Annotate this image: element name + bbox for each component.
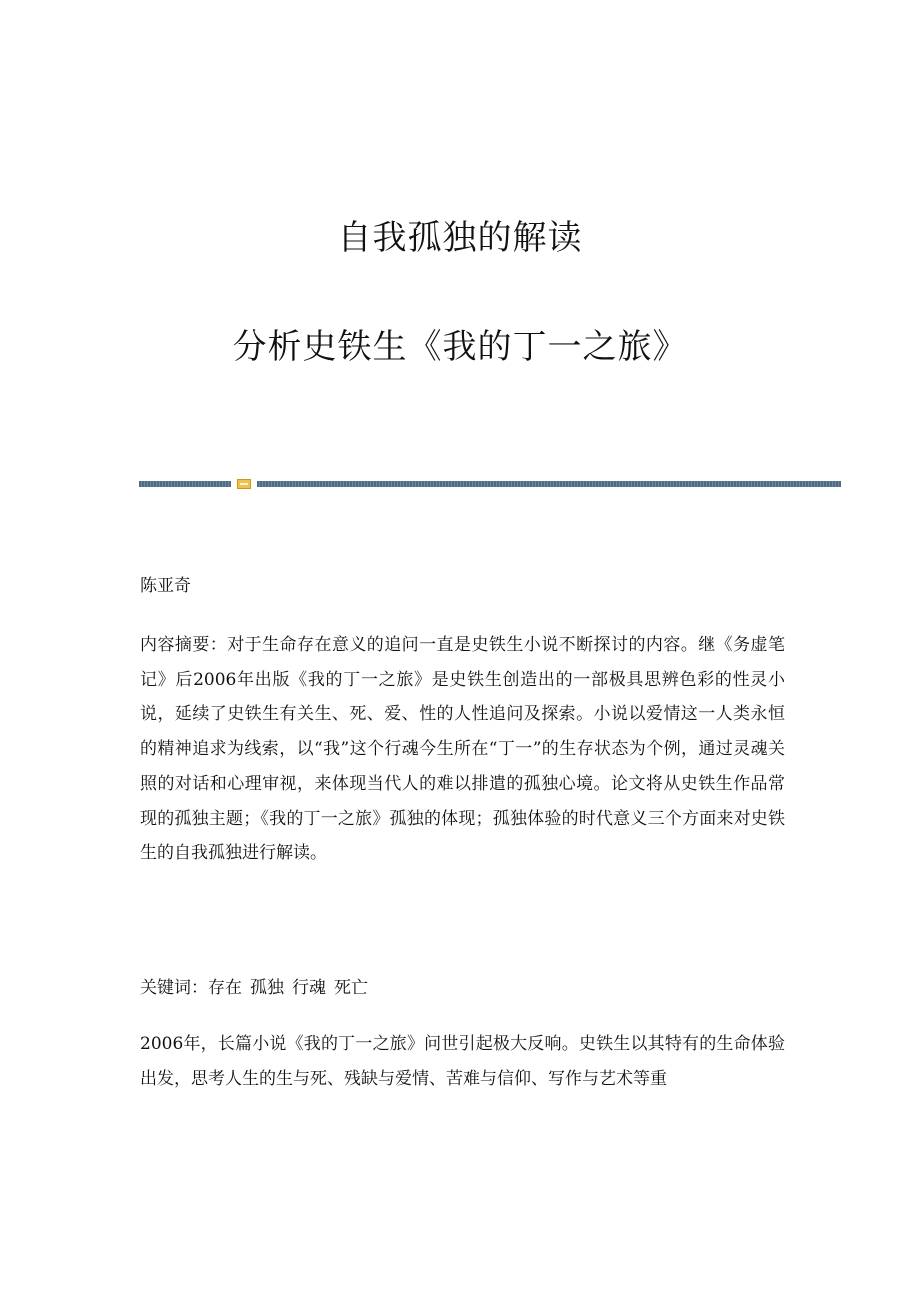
keyword-item: 存在: [208, 978, 242, 998]
keyword-item: 死亡: [334, 978, 368, 998]
divider-ornament-icon: [237, 479, 251, 489]
intro-paragraph: 2006年，长篇小说《我的丁一之旅》问世引起极大反响。史铁生以其特有的生命体验出发，思考人生的生与死、残缺与爱情、苦难与信仰、写作与艺术等重: [140, 1034, 785, 1089]
page-subtitle: 分析史铁生《我的丁一之旅》: [232, 327, 688, 367]
divider-bar-left: [139, 481, 231, 487]
divider-bar-right: [257, 481, 841, 487]
page-title: 自我孤独的解读: [337, 218, 583, 258]
keywords-label: 关键词：: [140, 978, 208, 998]
keyword-item: 行魂: [292, 978, 326, 998]
keywords-line: [140, 971, 785, 1006]
keyword-item: 孤独: [250, 978, 284, 998]
author-name: 陈亚奇: [140, 576, 191, 596]
abstract-paragraph: 内容摘要：对于生命存在意义的追问一直是史铁生小说不断探讨的内容。继《务虚笔记》后2006年出版《我的丁一之旅》是史铁生创造出的一部极具思辨色彩的性灵小说，延续了史铁生有关生、死、爱、性的人性追问及探索。小说以爱情这一人类永恒的精神追求为线索，以“我”这个行魂今生所在“丁一”的生存状态为个例，通过灵魂关照的对话和心理审视，来体现当代人的难以排遣的孤独心境。论文将从史铁生作品常现的孤独主题；《我的丁一之旅》孤独的体现；孤独体验的时代意义三个方面来对史铁生的自我孤独进行解读。: [140, 635, 785, 864]
decorative-divider: [139, 479, 841, 489]
